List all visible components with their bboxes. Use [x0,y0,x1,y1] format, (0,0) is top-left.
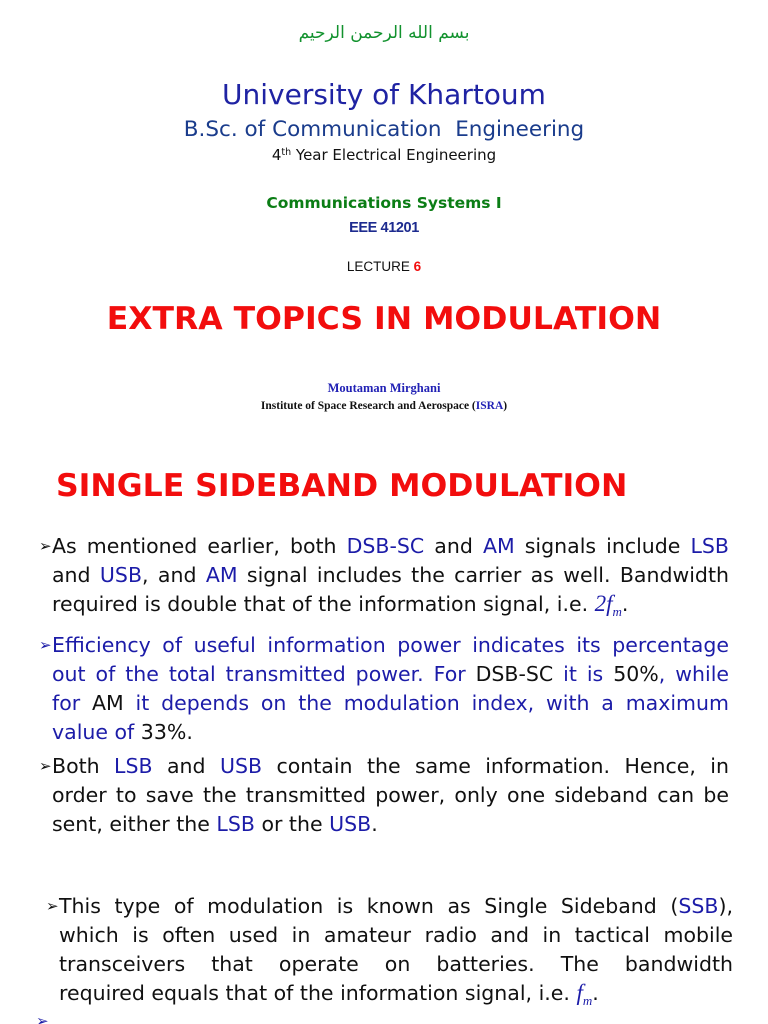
program-name: B.Sc. of Communication Engineering [183,117,585,142]
university-name: University of Khartoum [222,78,546,111]
body-text: ), [718,894,733,918]
bullet-marker-icon: ➢ [39,757,52,775]
math-expression: $f_m$ [576,980,593,1008]
lecture-title: EXTRA TOPICS IN MODULATION [106,301,662,337]
lecture-label [0,258,768,276]
highlighted-text: out of the total transmitted power. For [52,662,476,686]
year-text: Year Electrical Engineering [291,146,497,164]
body-text: Both [52,754,115,778]
text-line [52,660,729,689]
author-name: Moutaman Mirghani [327,381,441,395]
course-code: EEE 41201 [349,220,419,236]
year-suffix: th [281,147,292,158]
body-text: As mentioned earlier, both [52,534,347,558]
institute-abbreviation: ISRA [475,400,504,412]
highlighted-text: DSB-SC [346,534,425,558]
highlighted-text: AM [482,534,515,558]
text-line [52,631,729,660]
bullet-paragraph-1 [39,532,729,619]
text-line [59,921,733,950]
lecture-number: 6 [413,259,422,274]
year-line [0,145,768,165]
bullet-paragraph-4 [46,892,733,1008]
body-text: which is often used in amateur radio and in tactical mobile [59,923,733,947]
text-line [52,532,729,561]
lecture-word: LECTURE [346,259,414,274]
highlighted-text: LSB [216,812,255,836]
bullet-paragraph-2 [39,631,729,747]
text-line [52,718,729,747]
highlighted-text: it is [553,662,614,686]
math-subscript: m [582,993,593,1008]
highlighted-text: LSB [114,754,153,778]
highlighted-text: LSB [690,534,729,558]
body-text: . [371,812,378,836]
basmala-text: بسم الله الرحمن الرحيم [298,23,470,43]
bullet-paragraph-3 [39,752,729,839]
highlighted-text: USB [219,754,263,778]
body-text: required is double that of the information signal, i.e. [52,592,595,616]
body-text: and [52,563,100,587]
math-expression: $2f_m$ [594,591,622,619]
text-line [59,892,733,921]
course-name: Communications Systems I [266,194,502,212]
body-text: contain the same information. Hence, in [262,754,729,778]
year-number: 4 [271,146,282,164]
text-line [52,561,729,590]
highlighted-text: , while [658,662,729,686]
body-text: . [592,981,599,1005]
body-text: AM [92,691,124,715]
text-line [52,689,729,718]
highlighted-text: SSB [678,894,719,918]
section-title: SINGLE SIDEBAND MODULATION [56,468,628,504]
highlighted-text: AM [205,563,238,587]
text-line [52,810,729,839]
body-text: sent, either the [52,812,217,836]
body-text: required equals that of the information signal, i.e. [59,981,577,1005]
institute-close: ) [503,400,508,412]
body-text: signal includes the carrier as well. Bandwidth [237,563,729,587]
math-subscript: m [612,604,622,619]
text-line [52,752,729,781]
text-line [59,950,733,979]
highlighted-text: Efficiency of useful information power indicates its percentage [52,633,729,657]
text-line [52,590,729,619]
text-line [52,781,729,810]
body-text: This type of modulation is known as Single Sideband ( [59,894,679,918]
body-text: signals include [514,534,691,558]
institute-name: Institute of Space Research and Aerospace ( [260,400,476,412]
highlighted-text: it depends on the modulation index, with a maximum [123,691,729,715]
body-text: order to save the transmitted power, only one sideband can be [52,783,729,807]
highlighted-text: value of [52,720,141,744]
body-text: . [621,592,629,616]
body-text: and [152,754,220,778]
partial-bullet [36,1014,58,1024]
body-text: and [424,534,483,558]
highlighted-text: USB [329,812,372,836]
body-text: 50% [613,662,659,686]
bullet-marker-icon: ➢ [46,897,59,915]
institute-line [0,398,768,414]
highlighted-text: for [52,691,93,715]
highlighted-text: USB [99,563,143,587]
bullet-marker-icon: ➢ [39,636,52,654]
body-text: or the [254,812,330,836]
text-line [59,979,733,1008]
body-text: transceivers that operate on batteries. The bandwidth [59,952,733,976]
bullet-marker-icon: ➢ [36,1014,49,1024]
body-text: , and [142,563,206,587]
body-text: DSB-SC [475,662,554,686]
body-text: 33%. [140,720,193,744]
bullet-marker-icon: ➢ [39,537,52,555]
